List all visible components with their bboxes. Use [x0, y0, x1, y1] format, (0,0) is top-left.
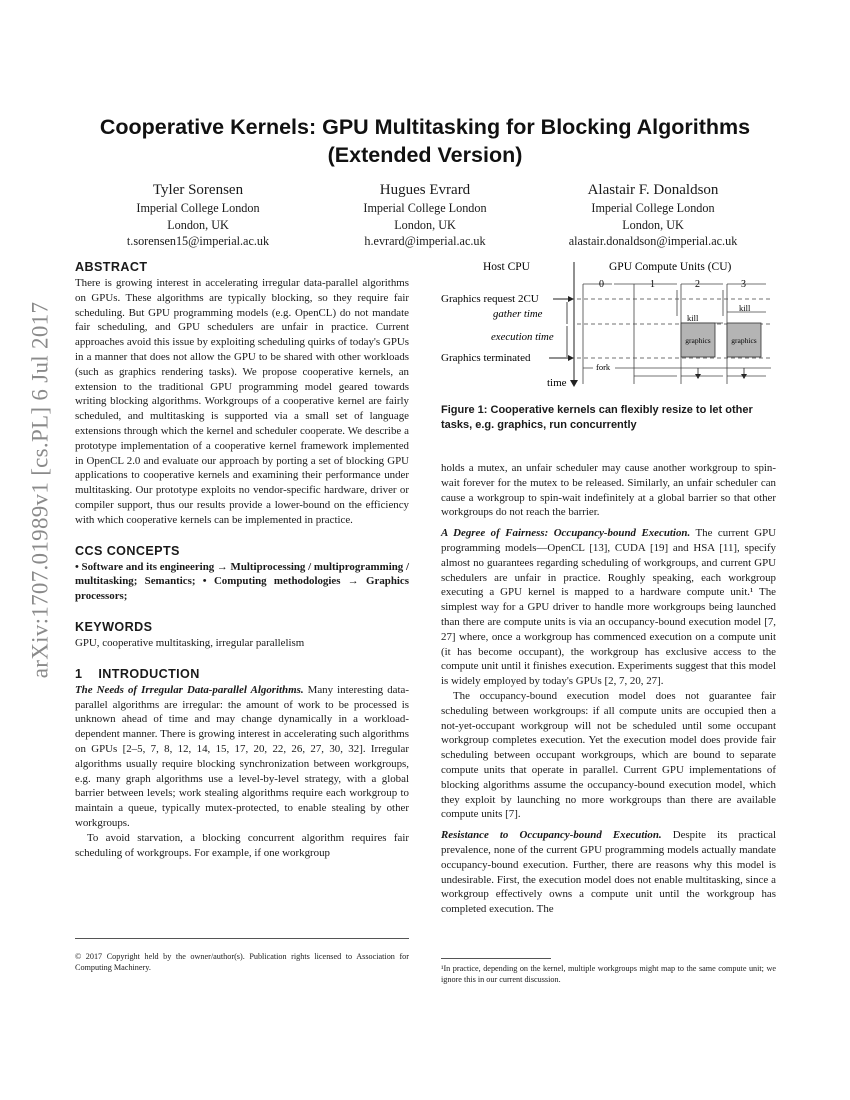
- fairness-body: The current GPU programming models—OpenCL [13], CUDA [19] and HSA [11], specify almost no guarantees regarding scheduling of workgroups, and current GPU schedulers are unfair in practice. Roughly speaking, each workgroup executing a GPU kernel is mapped to a hardware compute unit.¹ The simplest way for a GPU driver to handle more workgroups being launched than there are compute units is via an occupancy-bound execution model [7, 27] where, once a workgroup has commenced execution on a compute unit (it has become occupant), the workgroup has exclusive access to the compute unit until it finishes execution. Experiments suggest that this model is widely employed by today's GPUs [2, 7, 20, 27].: [441, 527, 777, 688]
- ccs-heading: CCS CONCEPTS: [75, 543, 180, 558]
- title-line-1: Cooperative Kernels: GPU Multitasking for Blocking Algorithms: [99, 115, 751, 139]
- author-affiliation: Imperial College London: [136, 201, 260, 215]
- abstract-text: There is growing interest in accelerating irregular data-parallel algorithms on GPUs. These algorithms are typically blocking, so they require fair scheduling. But GPU programming models (e.g. OpenCL) do not mandate fair scheduling, and GPU schedulers are unfair in practice. Current approaches avoid this issue by exploiting scheduling quirks of today's GPUs in a manner that does not allow the GPU to be shared with other workloads (such as graphics rendering tasks). We propose cooperative kernels, an extension to the traditional GPU programming model geared towards writing blocking algorithms. Workgroups of a cooperative kernel are fairly scheduled, and multitasking is supported via a small set of language extensions through which the kernel and scheduler cooperate. We describe a prototype implementation of a cooperative kernel framework implemented in OpenCL 2.0 and evaluate our approach by porting a set of blocking GPU applications to cooperative kernels and examining their performance under multitasking. Our prototype exploits no vendor-specific hardware, driver or compiler support, thus our results provide a lower-bound on the efficiency with which cooperative kernels can be implemented in practice.: [75, 277, 409, 526]
- author-email[interactable]: alastair.donaldson@imperial.ac.uk: [568, 234, 738, 248]
- graphics-request-label: Graphics request 2CU: [441, 293, 539, 305]
- figure-1-diagram: [441, 256, 776, 396]
- intro-runin: The Needs of Irregular Data-parallel Algorithms.: [75, 683, 304, 696]
- arxiv-stamp: arXiv:1707.01989v1 [cs.PL] 6 Jul 2017: [27, 301, 52, 679]
- keywords-heading: KEYWORDS: [75, 619, 153, 634]
- gpu-cu-label: GPU Compute Units (CU): [609, 261, 732, 273]
- figure-1: [441, 256, 776, 396]
- intro-paragraph-1: [75, 683, 409, 831]
- intro-paragraph-2: To avoid starvation, a blocking concurrent algorithm requires fair scheduling of workgroups. For example, if one workgroup: [75, 831, 409, 859]
- section-number: 1: [75, 666, 83, 681]
- abstract-heading: ABSTRACT: [75, 260, 148, 274]
- fairness-paragraph: [441, 526, 776, 689]
- copyright-notice: [75, 938, 409, 973]
- author-location: London, UK: [394, 217, 456, 232]
- author-affiliation: Imperial College London: [363, 201, 487, 215]
- graphics-label-cu2: graphics: [685, 336, 711, 345]
- resistance-paragraph: [441, 828, 776, 917]
- kill-label-cu2: kill: [687, 313, 699, 323]
- footnote-block: [441, 958, 776, 985]
- author-affiliation: Imperial College London: [591, 201, 715, 215]
- copyright-text: © 2017 Copyright held by the owner/author(s). Publication rights licensed to Association for Computing Machinery.: [75, 952, 409, 972]
- cu-label-3: 3: [741, 279, 746, 290]
- author-location: London, UK: [167, 217, 229, 232]
- time-arrow-head: [570, 380, 578, 387]
- gather-time-label: gather time: [493, 308, 543, 320]
- right-paragraph-0: holds a mutex, an unfair scheduler may cause another workgroup to spin-wait forever for the mutex to be released. Similarly, an unfair scheduler can cause a workgroup to spin-wait indefinitely at a global barrier so that other workgroups do not reach the barrier.: [441, 462, 776, 519]
- author-1: [68, 181, 328, 250]
- right-column: [441, 461, 776, 917]
- cu-label-1: 1: [650, 279, 655, 290]
- fairness-runin: A Degree of Fairness: Occupancy-bound Execution.: [441, 527, 691, 540]
- left-column: [75, 258, 409, 860]
- figure-caption: Figure 1: Cooperative kernels can flexibly resize to let other tasks, e.g. graphics, run concurrently: [441, 404, 753, 431]
- author-name: Hugues Evrard: [379, 182, 471, 198]
- resistance-runin: Resistance to Occupancy-bound Execution.: [441, 829, 662, 842]
- occupancy-paragraph: The occupancy-bound execution model does not guarantee fair scheduling between workgroups: if all compute units are occupied then a not-yet-occupant workgroup will not be scheduled until some occupant workgroup completes execution. Yet the execution model does provide fair scheduling between occupant workgroups, which are bound to separate compute units that operate in parallel. Current GPU implementations of blocking algorithms assume the occupancy-bound execution model, which they exploit by launching no more workgroups than there are available compute units [7].: [441, 689, 776, 821]
- resistance-body: Despite its practical prevalence, none of the current GPU programming models actually mandate occupancy-bound execution. Further, there are reasons why this model is undesirable. First, the execution model does not enable multitasking, since a workgroup effectively owns a compute unit until the workgroup has completed execution. The: [441, 829, 776, 916]
- intro-heading: [75, 665, 409, 683]
- ccs-text: • Software and its engineering → Multiprocessing / multiprogramming / multitasking; Semantics; • Computing methodologies → Graphics processors;: [75, 560, 409, 603]
- host-cpu-label: Host CPU: [483, 261, 530, 273]
- graphics-terminated-label: Graphics terminated: [441, 352, 531, 364]
- intro-p1-body: Many interesting data-parallel algorithms are irregular: the amount of work to be processed is unknown ahead of time and may change dynamically in a workload-dependent manner. There is growing interest in accelerating such algorithms on GPUs [2–5, 7, 8, 12, 14, 15, 17, 20, 22, 26, 27, 30, 32]. Irregular algorithms usually require blocking synchronization between workgroups, e.g. many graph algorithms use a level-by-level strategy, with a global barrier between levels; work stealing algorithms require each workgroup to maintain a queue, typically mutex-protected, to enable stealing by other workgroups.: [75, 683, 409, 829]
- author-3: [523, 181, 783, 250]
- kill-label-cu3: kill: [739, 303, 751, 313]
- author-email[interactable]: h.evrard@imperial.ac.uk: [364, 234, 486, 248]
- cu-label-0: 0: [599, 279, 604, 290]
- graphics-label-cu3: graphics: [731, 336, 757, 345]
- fork-label: fork: [596, 362, 611, 372]
- keywords-text: GPU, cooperative multitasking, irregular parallelism: [75, 636, 305, 649]
- time-label: time: [547, 377, 567, 389]
- author-name: Alastair F. Donaldson: [587, 182, 719, 198]
- author-location: London, UK: [622, 217, 684, 232]
- footnote-text: ¹In practice, depending on the kernel, multiple workgroups might map to the same compute unit; we ignore this in our current discussion.: [441, 964, 776, 984]
- author-2: [295, 181, 555, 250]
- execution-time-label: execution time: [491, 331, 554, 343]
- section-title: INTRODUCTION: [98, 666, 200, 681]
- footnote-rule: [441, 958, 551, 959]
- paper-title: [60, 113, 790, 169]
- author-email[interactable]: t.sorensen15@imperial.ac.uk: [126, 234, 270, 248]
- title-line-2: (Extended Version): [327, 143, 523, 167]
- cu-label-2: 2: [695, 279, 700, 290]
- author-name: Tyler Sorensen: [152, 182, 244, 198]
